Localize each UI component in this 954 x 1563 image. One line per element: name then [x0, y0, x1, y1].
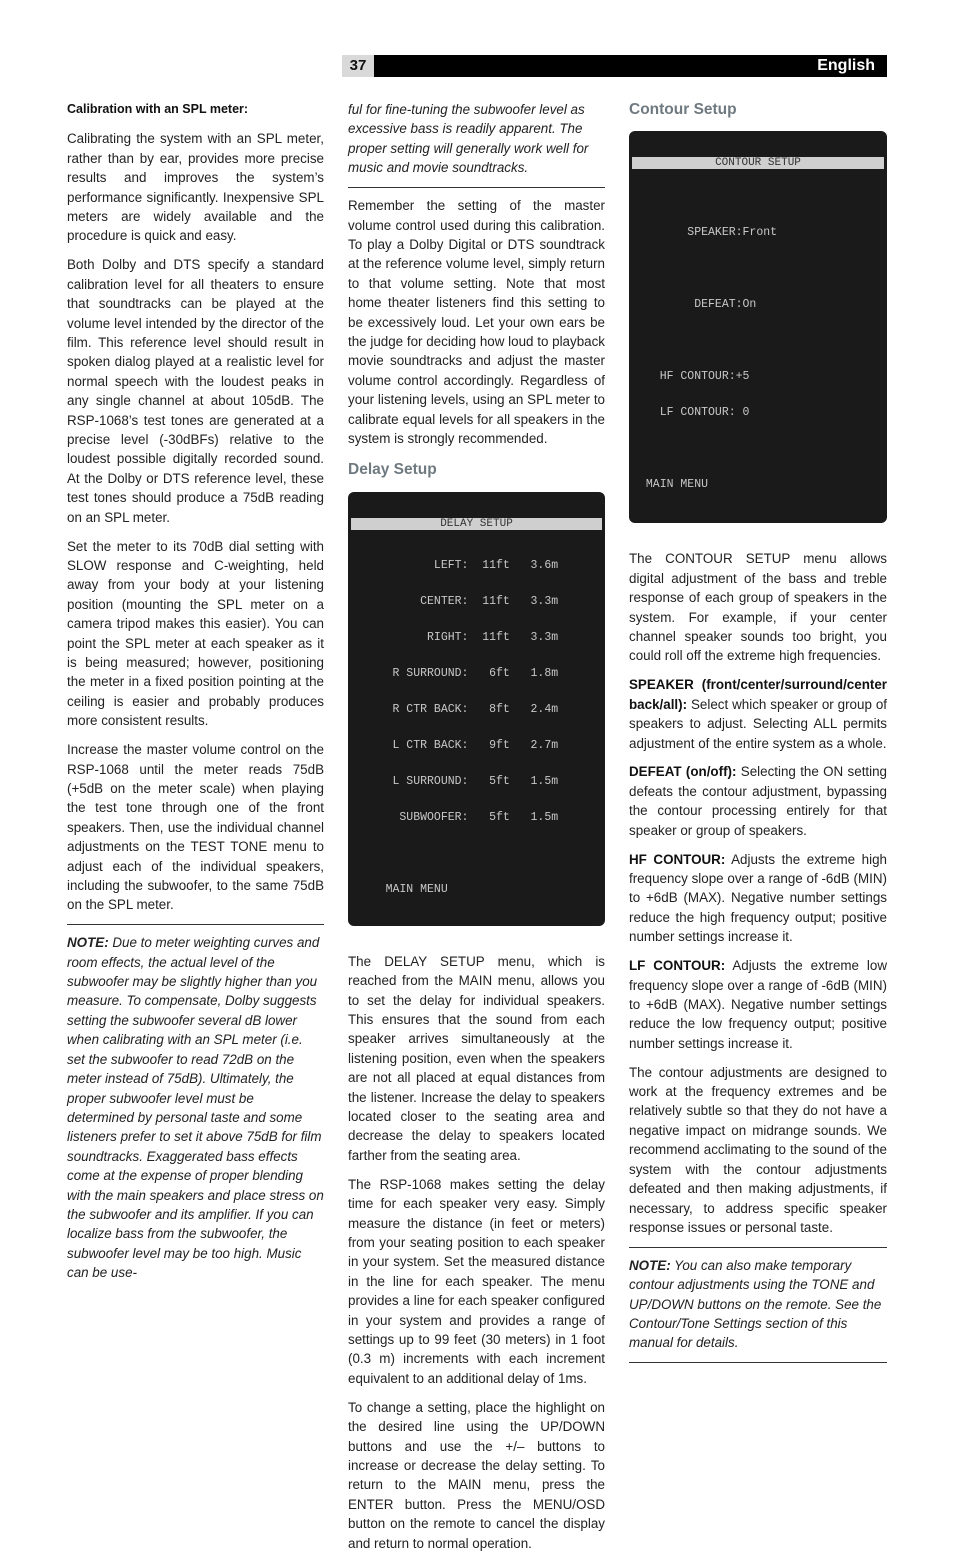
screen-line: CENTER: 11ft 3.3m [358, 594, 559, 608]
contour-setup-heading: Contour Setup [629, 101, 737, 118]
defeat-description [629, 762, 887, 840]
screen-footer: MAIN MENU [639, 478, 709, 492]
screen-line: LEFT: 11ft 3.6m [358, 558, 559, 572]
screen-line: DEFEAT:On [639, 298, 757, 312]
column-1 [67, 100, 324, 1292]
delay-paragraph-1: The DELAY SETUP menu, which is reached from the MAIN menu, allows you to set the delay for individual speakers. This ensures that the sound from each speaker arrives simultaneously at the listening position, even when the speakers are not all placed at equal distances from the listener. Increase the delay to speakers located closer to the seating area and decrease the delay to speakers located farther from the seating area. [348, 953, 605, 1163]
note-continuation: ful for fine-tuning the subwoofer level as excessive bass is readily apparent. The proper setting will generally work well for music and movie soundtracks. [348, 102, 589, 176]
calibration-paragraph-3: Set the meter to its 70dB dial setting with SLOW response and C-weighting, held away from your body at your listening position (mounting the SPL meter on a camera tripod makes this easier). You can point the SPL meter at each speaker as it is being measured; however, positioning the meter in a fixed position pointing at the ceiling is easier and probably produces more consistent results. [67, 538, 324, 729]
contour-paragraph-1: The CONTOUR SETUP menu allows digital adjustment of the bass and treble response of each group of speakers in the system. For example, if your center channel speaker sounds too bright, you could roll off the extreme high frequencies. [629, 551, 887, 664]
volume-paragraph: Remember the setting of the master volume control used during this calibration. To play a Dolby Digital or DTS soundtrack at the reference volume level, simply return to that volume setting. Note that most home theater listeners find this setting to be excessively loud. Let your own ears be the judge for deciding how loud to playback movie soundtracks and adjust the master volume control accordingly. Regardless of your listening levels, using an SPL meter to calibrate equal levels for all speakers in the system is strongly recommended. [348, 198, 605, 446]
note-label: NOTE: [67, 935, 109, 951]
column-3 [629, 100, 887, 1371]
note-label: NOTE: [629, 1257, 671, 1273]
divider [348, 187, 605, 188]
delay-paragraph-2: The RSP-1068 makes setting the delay time for each speaker very easy. Simply measure the distance (in feet or meters) from your seating position to each speaker in your system. Set the measured distance in the line for each speaker. The menu provides a line for each speaker configured in your system and provides a range of settings up to 99 feet (30 meters) in 1 foot (0.3 m) increments with each increment equivalent to an additional delay of 1ms. [348, 1176, 605, 1386]
lf-contour-description [629, 956, 887, 1053]
hf-contour-text: Adjusts the extreme high frequency slope over a range of -6dB (MIN) to +6dB (MAX). Negative number settings reduce the high frequency output; positive number settings increase it. [629, 851, 887, 945]
lf-contour-text: Adjusts the extreme low frequency slope over a range of -6dB (MIN) to +6dB (MAX). Negative number settings reduce the low frequency output; positive number settings increase it. [629, 958, 887, 1051]
divider [629, 1247, 887, 1248]
screen-line: RIGHT: 11ft 3.3m [358, 630, 559, 644]
calibration-heading: Calibration with an SPL meter: [67, 102, 249, 116]
contour-note [629, 1256, 887, 1353]
calibration-paragraph-2: Both Dolby and DTS specify a standard calibration level for all theaters to ensure that soundtracks can be played at the volume level intended by the director of the film. This reference level should result in spoken dialog played at a realistic level for normal speech with the loudest peaks in any single channel at about 105dB. The RSP-1068’s test tones are generated at a precise level (-30dBFs) relative to the loudest possible digitally recorded sound. At the Dolby or DTS reference level, these test tones should produce a 75dB reading on an SPL meter. [67, 257, 324, 525]
screen-line: HF CONTOUR:+5 [639, 370, 750, 384]
screen-line: L SURROUND: 5ft 1.5m [358, 774, 559, 788]
lf-contour-label: LF CONTOUR: [629, 958, 726, 974]
screen-line: R CTR BACK: 8ft 2.4m [358, 702, 559, 716]
speaker-label: SPEAKER (front/center/surround/center back/all): [629, 677, 887, 712]
screen-title: CONTOUR SETUP [632, 157, 884, 169]
contour-setup-screen [629, 131, 887, 523]
divider [629, 1362, 887, 1363]
screen-line: LF CONTOUR: 0 [639, 406, 750, 420]
language-header: English [374, 55, 887, 77]
defeat-text: Selecting the ON setting defeats the contour adjustment, bypassing the contour processing entirely for that speaker or group of speakers. [629, 764, 887, 838]
contour-paragraph-2: The contour adjustments are designed to work at the frequency extremes and be relatively subtle so that they do not have a negative impact on midrange sounds. We recommend acclimating to the sound of the system with the contour adjustments defeated and then making adjustments, if necessary, to address specific speaker response issues or personal taste. [629, 1064, 887, 1235]
note-text: Due to meter weighting curves and room effects, the actual level of the subwoofer may be slightly higher than you measure. To compensate, Dolby suggests setting the subwoofer several dB lower when calibrating with an SPL meter (i.e. set the subwoofer to read 72dB on the meter instead of 75dB). Ultimately, the proper subwoofer level must be determined by personal taste and some listeners prefer to set it above 75dB for film soundtracks. Exaggerated bass effects come at the expense of proper blending with the main speakers and place stress on the subwoofer and its amplifier. If you can localize bass from the subwoofer, the subwoofer level may be too high. Music can be use- [67, 935, 324, 1281]
note-text: You can also make temporary contour adjustments using the TONE and UP/DOWN buttons on the remote. See the Contour/Tone Settings section of this manual for details. [629, 1257, 882, 1351]
screen-line: SUBWOOFER: 5ft 1.5m [358, 810, 559, 824]
speaker-text: Select which speaker or group of speakers to adjust. Selecting ALL permits adjustment of the entire system as a whole. [629, 696, 887, 751]
screen-line: SPEAKER:Front [639, 226, 778, 240]
hf-contour-description [629, 850, 887, 947]
delay-paragraph-3: To change a setting, place the highlight on the desired line using the UP/DOWN buttons and use the +/– buttons to increase or decrease the delay setting. To return to the MAIN menu, press the ENTER button. Press the MENU/OSD button on the remote to cancel the display and return to normal operation. [348, 1399, 605, 1551]
delay-setup-screen [348, 492, 605, 926]
screen-title: DELAY SETUP [351, 518, 602, 530]
hf-contour-label: HF CONTOUR: [629, 851, 726, 867]
delay-setup-heading: Delay Setup [348, 461, 437, 479]
screen-line: R SURROUND: 6ft 1.8m [358, 666, 559, 680]
screen-footer: MAIN MENU [358, 882, 448, 896]
column-2 [348, 100, 605, 1563]
page-number: 37 [342, 55, 374, 77]
calibration-paragraph-1: Calibrating the system with an SPL meter, rather than by ear, provides more precise results and improves the system’s performance significantly. Inexpensive SPL meters are widely available and the procedure is quick and easy. [67, 131, 324, 244]
screen-line: L CTR BACK: 9ft 2.7m [358, 738, 559, 752]
defeat-label: DEFEAT (on/off): [629, 764, 737, 780]
calibration-paragraph-4: Increase the master volume control on the RSP-1068 until the meter reads 75dB (+5dB on the meter scale) when playing the test tone through one of the front speakers. Then, use the individual channel adjustments on the TEST TONE menu to adjust each of the individual speakers, including the subwoofer, to the same 75dB on the SPL meter. [67, 742, 324, 913]
divider [67, 924, 324, 925]
subwoofer-note [67, 933, 324, 1282]
speaker-description [629, 675, 887, 753]
